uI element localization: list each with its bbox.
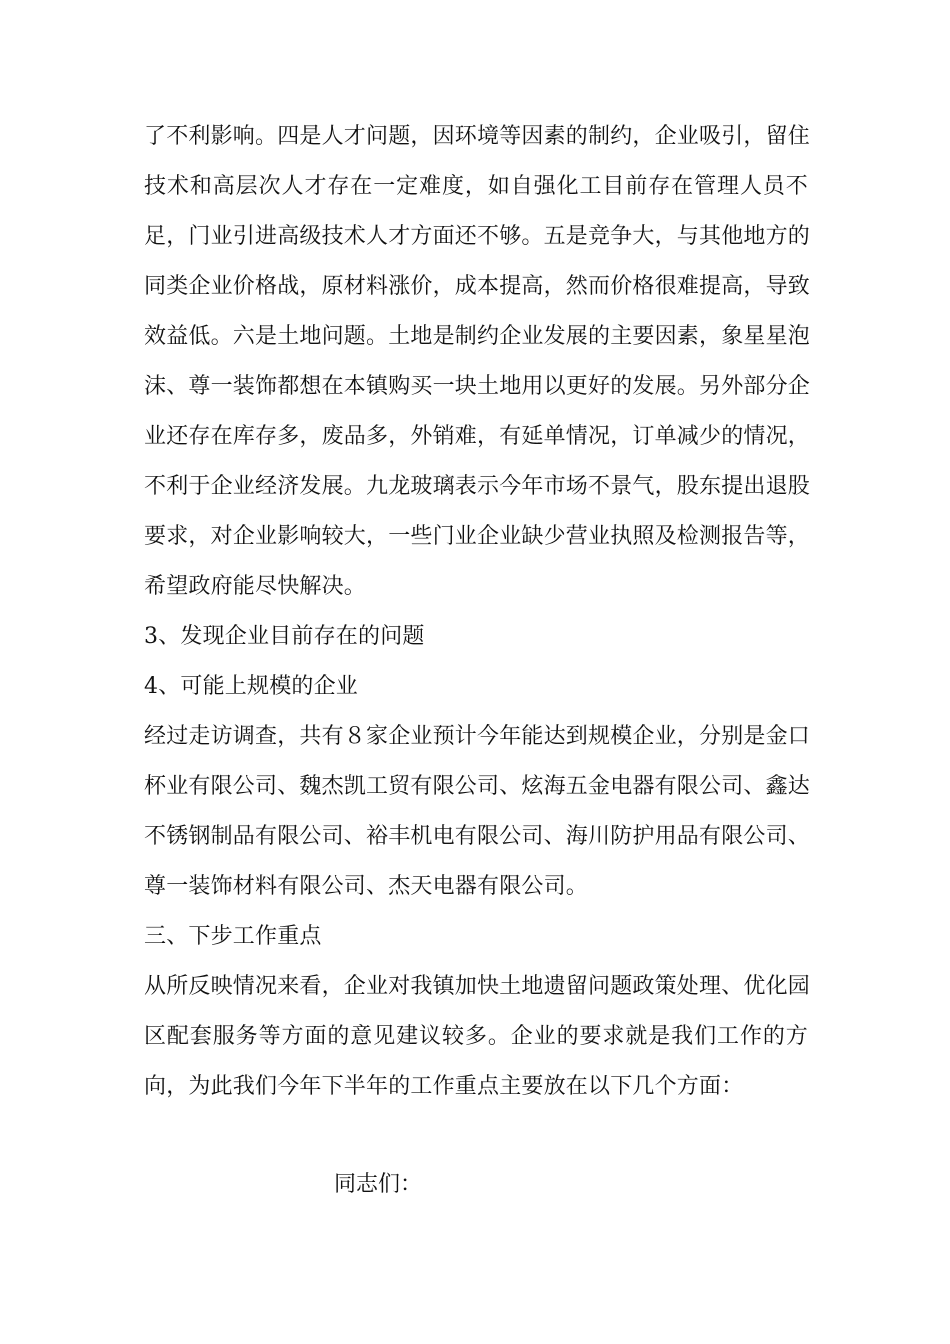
paragraph-1-line-7: 业还存在库存多，废品多，外销难，有延单情况，订单减少的情况，	[144, 424, 811, 449]
document-body	[144, 116, 811, 1116]
greeting-text: 同志们：	[334, 1172, 423, 1197]
paragraph-3-line-3: 向，为此我们今年下半年的工作重点主要放在以下几个方面：	[144, 1074, 744, 1099]
paragraph-2-line-2: 杯业有限公司、魏杰凯工贸有限公司、炫海五金电器有限公司、鑫达	[144, 774, 811, 799]
paragraph-1-line-8: 不利于企业经济发展。九龙玻璃表示今年市场不景气，股东提出退股	[144, 474, 811, 499]
paragraph-2-line-1: 经过走访调查，共有８家企业预计今年能达到规模企业，分别是金口	[144, 724, 811, 749]
paragraph-1-line-1: 了不利影响。四是人才问题，因环境等因素的制约，企业吸引，留住	[144, 124, 811, 149]
section-3-heading: 三、下步工作重点	[144, 924, 322, 949]
heading-3: 3、发现企业目前存在的问题	[144, 624, 425, 649]
paragraph-1-line-3: 足，门业引进高级技术人才方面还不够。五是竞争大，与其他地方的	[144, 224, 811, 249]
paragraph-2-line-3: 不锈钢制品有限公司、裕丰机电有限公司、海川防护用品有限公司、	[144, 824, 811, 849]
paragraph-1-line-2: 技术和高层次人才存在一定难度，如自强化工目前存在管理人员不	[144, 174, 808, 199]
paragraph-1-line-4: 同类企业价格战，原材料涨价，成本提高，然而价格很难提高，导致	[144, 274, 811, 299]
paragraph-1-line-5: 效益低。六是土地问题。土地是制约企业发展的主要因素，象星星泡	[144, 324, 811, 349]
paragraph-1-line-9: 要求，对企业影响较大，一些门业企业缺少营业执照及检测报告等，	[144, 524, 811, 549]
paragraph-3-line-2: 区配套服务等方面的意见建议较多。企业的要求就是我们工作的方	[144, 1024, 808, 1049]
paragraph-1-line-10: 希望政府能尽快解决。	[144, 574, 367, 599]
paragraph-1-line-6: 沫、尊一装饰都想在本镇购买一块土地用以更好的发展。另外部分企	[144, 374, 811, 399]
paragraph-3-line-1: 从所反映情况来看，企业对我镇加快土地遗留问题政策处理、优化园	[144, 974, 811, 999]
heading-4: 4、可能上规模的企业	[144, 674, 358, 699]
paragraph-2-line-4: 尊一装饰材料有限公司、杰天电器有限公司。	[144, 874, 589, 899]
